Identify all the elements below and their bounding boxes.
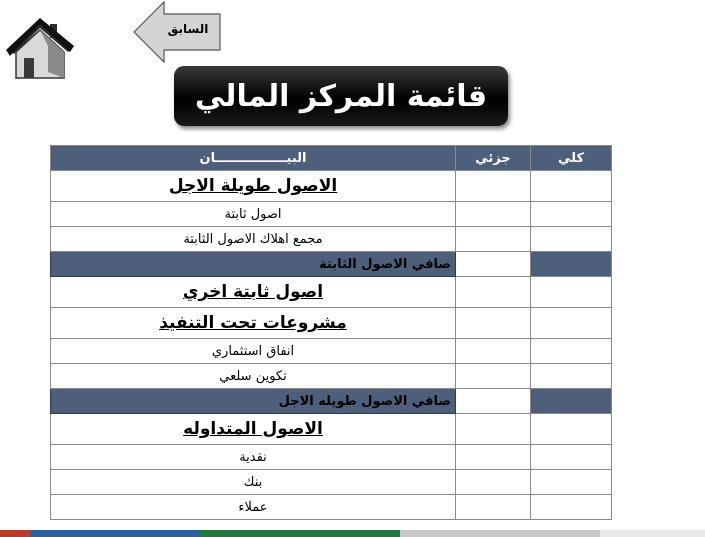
row-partial-cell[interactable] [456,470,531,495]
row-description[interactable]: مجمع اهلاك الاصول الثابتة [51,227,456,252]
row-description[interactable]: اصول ثابتة اخري [51,277,456,308]
row-description[interactable]: صافي الاصول الثابتة [51,252,456,277]
row-description[interactable]: نقدية [51,445,456,470]
table-row [51,277,612,308]
row-total-cell[interactable] [531,227,612,252]
row-partial-cell[interactable] [456,227,531,252]
row-total-cell[interactable] [531,445,612,470]
table-row [51,339,612,364]
row-partial-cell[interactable] [456,171,531,202]
row-description[interactable]: صافي الاصول طويله الاجل [51,389,456,414]
header-total: كلي [531,146,612,171]
table-row [51,252,612,277]
row-description[interactable]: تكوين سلعي [51,364,456,389]
table-row [51,470,612,495]
row-partial-cell[interactable] [456,308,531,339]
table-row [51,414,612,445]
table-row [51,171,612,202]
row-total-cell[interactable] [531,364,612,389]
row-partial-cell[interactable] [456,202,531,227]
row-description[interactable]: الاصول طويلة الاجل [51,171,456,202]
row-partial-cell[interactable] [456,414,531,445]
back-button-label[interactable]: السابق [167,22,209,36]
table-row [51,364,612,389]
row-partial-cell[interactable] [456,364,531,389]
row-description[interactable]: بنك [51,470,456,495]
header-description: البيــــــــــــــــان [51,146,456,171]
page-title-banner [174,66,508,126]
row-partial-cell[interactable] [456,277,531,308]
row-total-cell[interactable] [531,308,612,339]
table-row [51,202,612,227]
row-total-cell[interactable] [531,470,612,495]
row-total-cell[interactable] [531,277,612,308]
row-total-cell[interactable] [531,389,612,414]
row-total-cell[interactable] [531,414,612,445]
row-total-cell[interactable] [531,495,612,520]
row-description[interactable]: مشروعات تحت التنفيذ [51,308,456,339]
row-partial-cell[interactable] [456,339,531,364]
row-description[interactable]: عملاء [51,495,456,520]
row-total-cell[interactable] [531,202,612,227]
row-partial-cell[interactable] [456,389,531,414]
row-partial-cell[interactable] [456,495,531,520]
home-icon[interactable] [2,12,76,82]
row-description[interactable]: الاصول المتداوله [51,414,456,445]
table-header [51,146,612,171]
table-row [51,227,612,252]
header-partial: جزئي [456,146,531,171]
row-partial-cell[interactable] [456,252,531,277]
row-total-cell[interactable] [531,171,612,202]
table-row [51,445,612,470]
table-row [51,308,612,339]
row-partial-cell[interactable] [456,445,531,470]
taskbar [0,530,705,537]
row-total-cell[interactable] [531,252,612,277]
table-row [51,495,612,520]
table-row [51,389,612,414]
row-description[interactable]: اصول ثابتة [51,202,456,227]
page-title: قائمة المركز المالي [194,78,488,114]
row-description[interactable]: انفاق استثماري [51,339,456,364]
balance-sheet-table [50,145,612,520]
row-total-cell[interactable] [531,339,612,364]
